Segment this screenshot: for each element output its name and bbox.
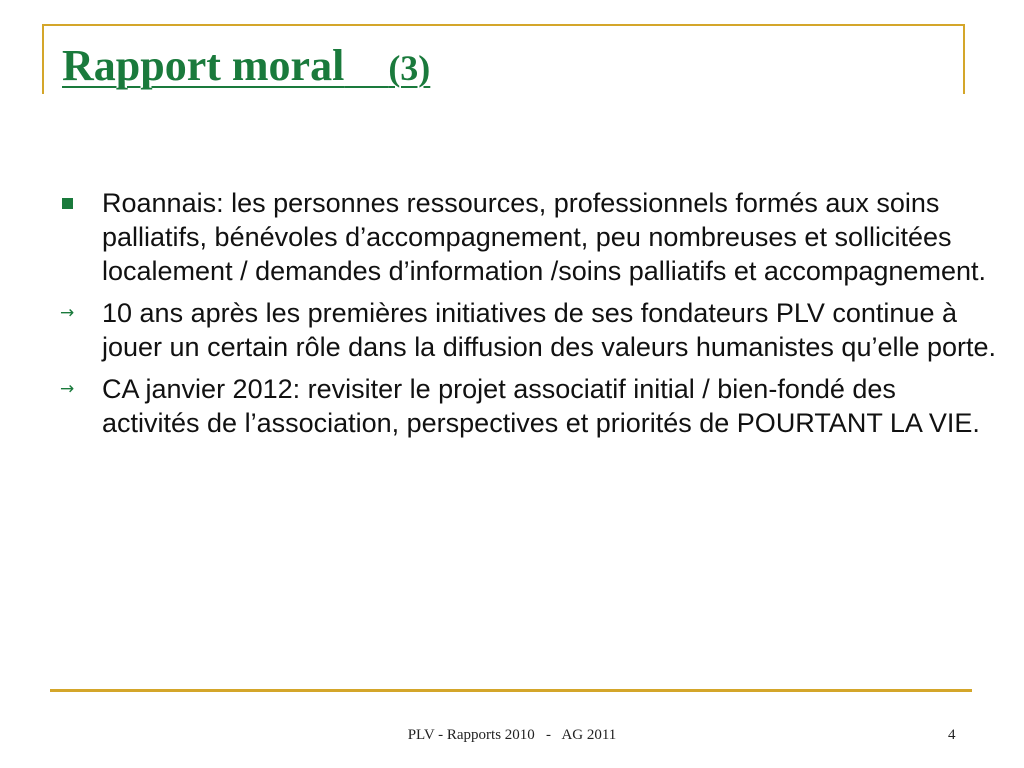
bullet-item-2 (60, 296, 1000, 364)
slide-title-text: Rapport moral (62, 41, 345, 90)
bullet-text-3: CA janvier 2012: revisiter le projet associatif initial / bien-fondé des activités de l’association, perspectives et priorités de POURTANT LA VIE. (102, 374, 980, 438)
frame-top-line (42, 24, 965, 26)
frame-right-line (963, 24, 965, 94)
frame-left-line (42, 24, 44, 94)
footer-text: PLV - Rapports 2010 - AG 2011 (407, 727, 617, 743)
square-bullet-icon (60, 186, 90, 220)
arrow-right-icon: → (60, 378, 75, 399)
bullet-item-3 (60, 372, 1000, 440)
page-number: 4 (948, 727, 956, 743)
slide-title-number: (3) (388, 48, 431, 88)
bullet-list (60, 186, 1000, 448)
arrow-right-icon: → (60, 302, 75, 323)
bullet-text-2: 10 ans après les premières initiatives de ses fondateurs PLV continue à jouer un certain rôle dans la diffusion des valeurs humanistes qu’elle porte. (102, 298, 997, 362)
footer-divider (50, 689, 972, 692)
slide-title (62, 42, 430, 90)
bullet-item-1 (60, 186, 1000, 288)
bullet-text-1: Roannais: les personnes ressources, professionnels formés aux soins palliatifs, bénévoles d’accompagnement, peu nombreuses et sollicitées localement / demandes d’information /soins palliatifs et accompagnement. (102, 188, 986, 286)
